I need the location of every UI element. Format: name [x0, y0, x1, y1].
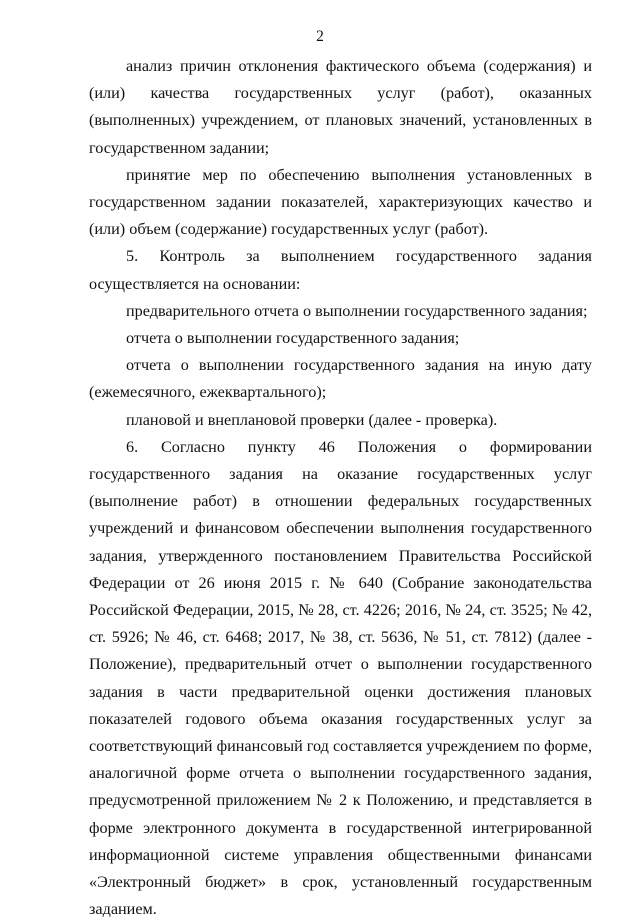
page-number: 2	[316, 28, 324, 45]
paragraph-measures: принятие мер по обеспечению выполнения установленных в государственном задании показателей, характеризующих качество и (или) объем (содержание) государственных услуг (работ).	[89, 165, 592, 239]
document-body	[89, 53, 592, 924]
list-item-inspection: плановой и внеплановой проверки (далее - проверка).	[126, 410, 498, 429]
list-item-report: отчета о выполнении государственного задания;	[126, 329, 460, 348]
paragraph-section-6: 6. Согласно пункту 46 Положения о формировании государственного задания на оказание государственных услуг (выполнение работ) в отношении федеральных государственных учреждений и финансовом обеспечении выполнения государственного задания, утвержденного постановлением Правительства Российской Федерации от 26 июня 2015 г. № 640 (Собрание законодательства Российской Федерации, 2015, № 28, ст. 4226; 2016, № 24, ст. 3525; № 42, ст. 5926; № 46, ст. 6468; 2017, № 38, ст. 5636, № 51, ст. 7812) (далее - Положение), предварительный отчет о выполнении государственного задания в части предварительной оценки достижения плановых показателей годового объема оказания государственных услуг за соответствующий финансовый год составляется учреждением по форме, аналогичной форме отчета о выполнении государственного задания, предусмотренной приложением № 2 к Положению, и представляется в форме электронного документа в государственной интегрированной информационной системе управления общественными финансами «Электронный бюджет» в срок, установленный государственным заданием.	[89, 437, 592, 919]
paragraph-analysis: анализ причин отклонения фактического объема (содержания) и (или) качества государственных услуг (работ), оказанных (выполненных) учреждением, от плановых значений, установленных в государственном задании;	[89, 57, 592, 157]
list-item-report-other-date: отчета о выполнении государственного задания на иную дату (ежемесячного, ежеквартального);	[89, 356, 592, 402]
list-item-preliminary-report: предварительного отчета о выполнении государственного задания;	[126, 301, 588, 320]
paragraph-control-basis: 5. Контроль за выполнением государственного задания осуществляется на основании:	[89, 247, 592, 293]
